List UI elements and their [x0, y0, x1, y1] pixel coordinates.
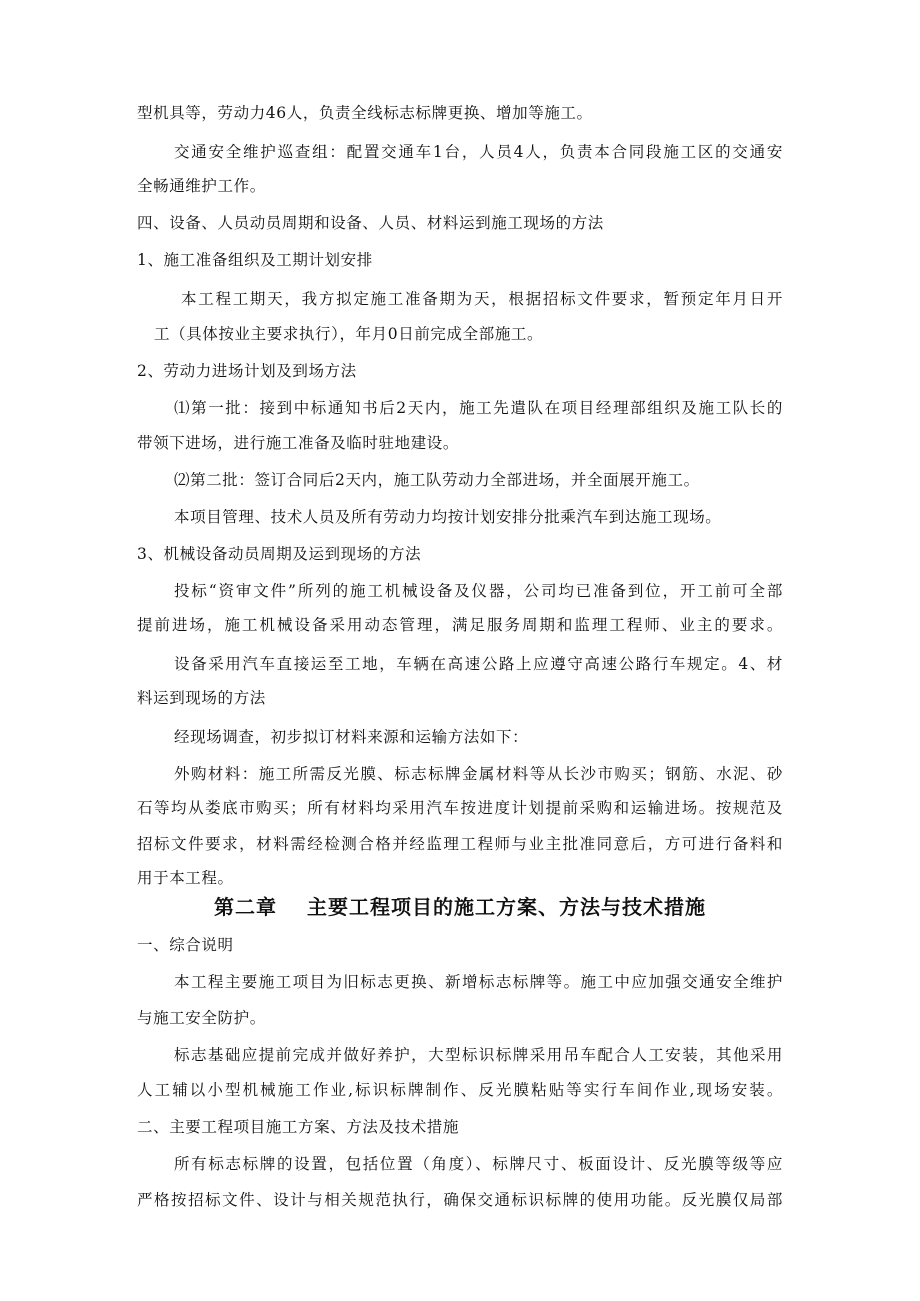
text-line: 所有标志标牌的设置，包括位置（角度）、标牌尺寸、板面设计、反光膜等级等应: [174, 1155, 783, 1173]
text-line: 外购材料：施工所需反光膜、标志标牌金属材料等从长沙市购买；钢筋、水泥、砂: [174, 765, 783, 783]
subsection-heading: 3、机械设备动员周期及运到现场的方法: [137, 545, 422, 563]
text-line: 交通安全维护巡查组：配置交通车1台，人员4人，负责本合同段施工区的交通安: [174, 143, 783, 161]
text-line: 带领下进场，进行施工准备及临时驻地建设。: [137, 434, 460, 452]
text-line: 人工辅以小型机械施工作业,标识标牌制作、反光膜粘贴等实行车间作业,现场安装。: [137, 1081, 783, 1099]
subsection-heading: 1、施工准备组织及工期计划安排: [137, 251, 373, 269]
chapter-number: 第二章: [214, 895, 277, 919]
chapter-heading: [0, 894, 920, 920]
text-line: 提前进场，施工机械设备采用动态管理，满足服务周期和监理工程师、业主的要求。: [137, 616, 783, 634]
section-heading: 四、设备、人员动员周期和设备、人员、材料运到施工现场的方法: [137, 214, 604, 232]
text-line: 型机具等，劳动力46人，负责全线标志标牌更换、增加等施工。: [137, 104, 593, 122]
text-line: 投标“资审文件”所列的施工机械设备及仪器，公司均已准备到位，开工前可全部: [174, 582, 783, 600]
text-line: 与施工安全防护。: [137, 1009, 266, 1027]
chapter-title: 主要工程项目的施工方案、方法与技术措施: [307, 895, 706, 919]
text-line: ⑵第二批：签订合同后2天内，施工队劳动力全部进场，并全面展开施工。: [174, 471, 700, 489]
text-line: 石等均从娄底市购买；所有材料均采用汽车按进度计划提前采购和运输进场。按规范及: [137, 799, 783, 817]
text-line: 严格按招标文件、设计与相关规范执行，确保交通标识标牌的使用功能。反光膜仅局部: [137, 1191, 783, 1209]
text-line: ⑴第一批：接到中标通知书后2天内，施工先遣队在项目经理部组织及施工队长的: [174, 399, 783, 417]
section-heading: 一、综合说明: [137, 936, 234, 954]
text-line: 设备采用汽车直接运至工地，车辆在高速公路上应遵守高速公路行车规定。4、材: [174, 655, 783, 673]
section-heading: 二、主要工程项目施工方案、方法及技术措施: [137, 1118, 460, 1136]
text-line: 用于本工程。: [137, 869, 234, 887]
text-line: 全畅通维护工作。: [137, 177, 266, 195]
text-line: 经现场调查，初步拟订材料来源和运输方法如下：: [174, 728, 529, 746]
text-line: 料运到现场的方法: [137, 689, 266, 707]
text-line: 标志基础应提前完成并做好养护，大型标识标牌采用吊车配合人工安装，其他采用: [174, 1046, 783, 1064]
subsection-heading: 2、劳动力进场计划及到场方法: [137, 362, 357, 380]
text-line: 工（具体按业主要求执行），年月0日前完成全部施工。: [154, 325, 544, 343]
text-line: 本工程工期天，我方拟定施工准备期为天，根据招标文件要求，暂预定年月日开: [181, 290, 783, 308]
text-line: 本工程主要施工项目为旧标志更换、新增标志标牌等。施工中应加强交通安全维护: [174, 973, 783, 991]
text-line: 本项目管理、技术人员及所有劳动力均按计划安排分批乘汽车到达施工现场。: [174, 508, 722, 526]
text-line: 招标文件要求，材料需经检测合格并经监理工程师与业主批准同意后，方可进行备料和: [137, 835, 783, 853]
